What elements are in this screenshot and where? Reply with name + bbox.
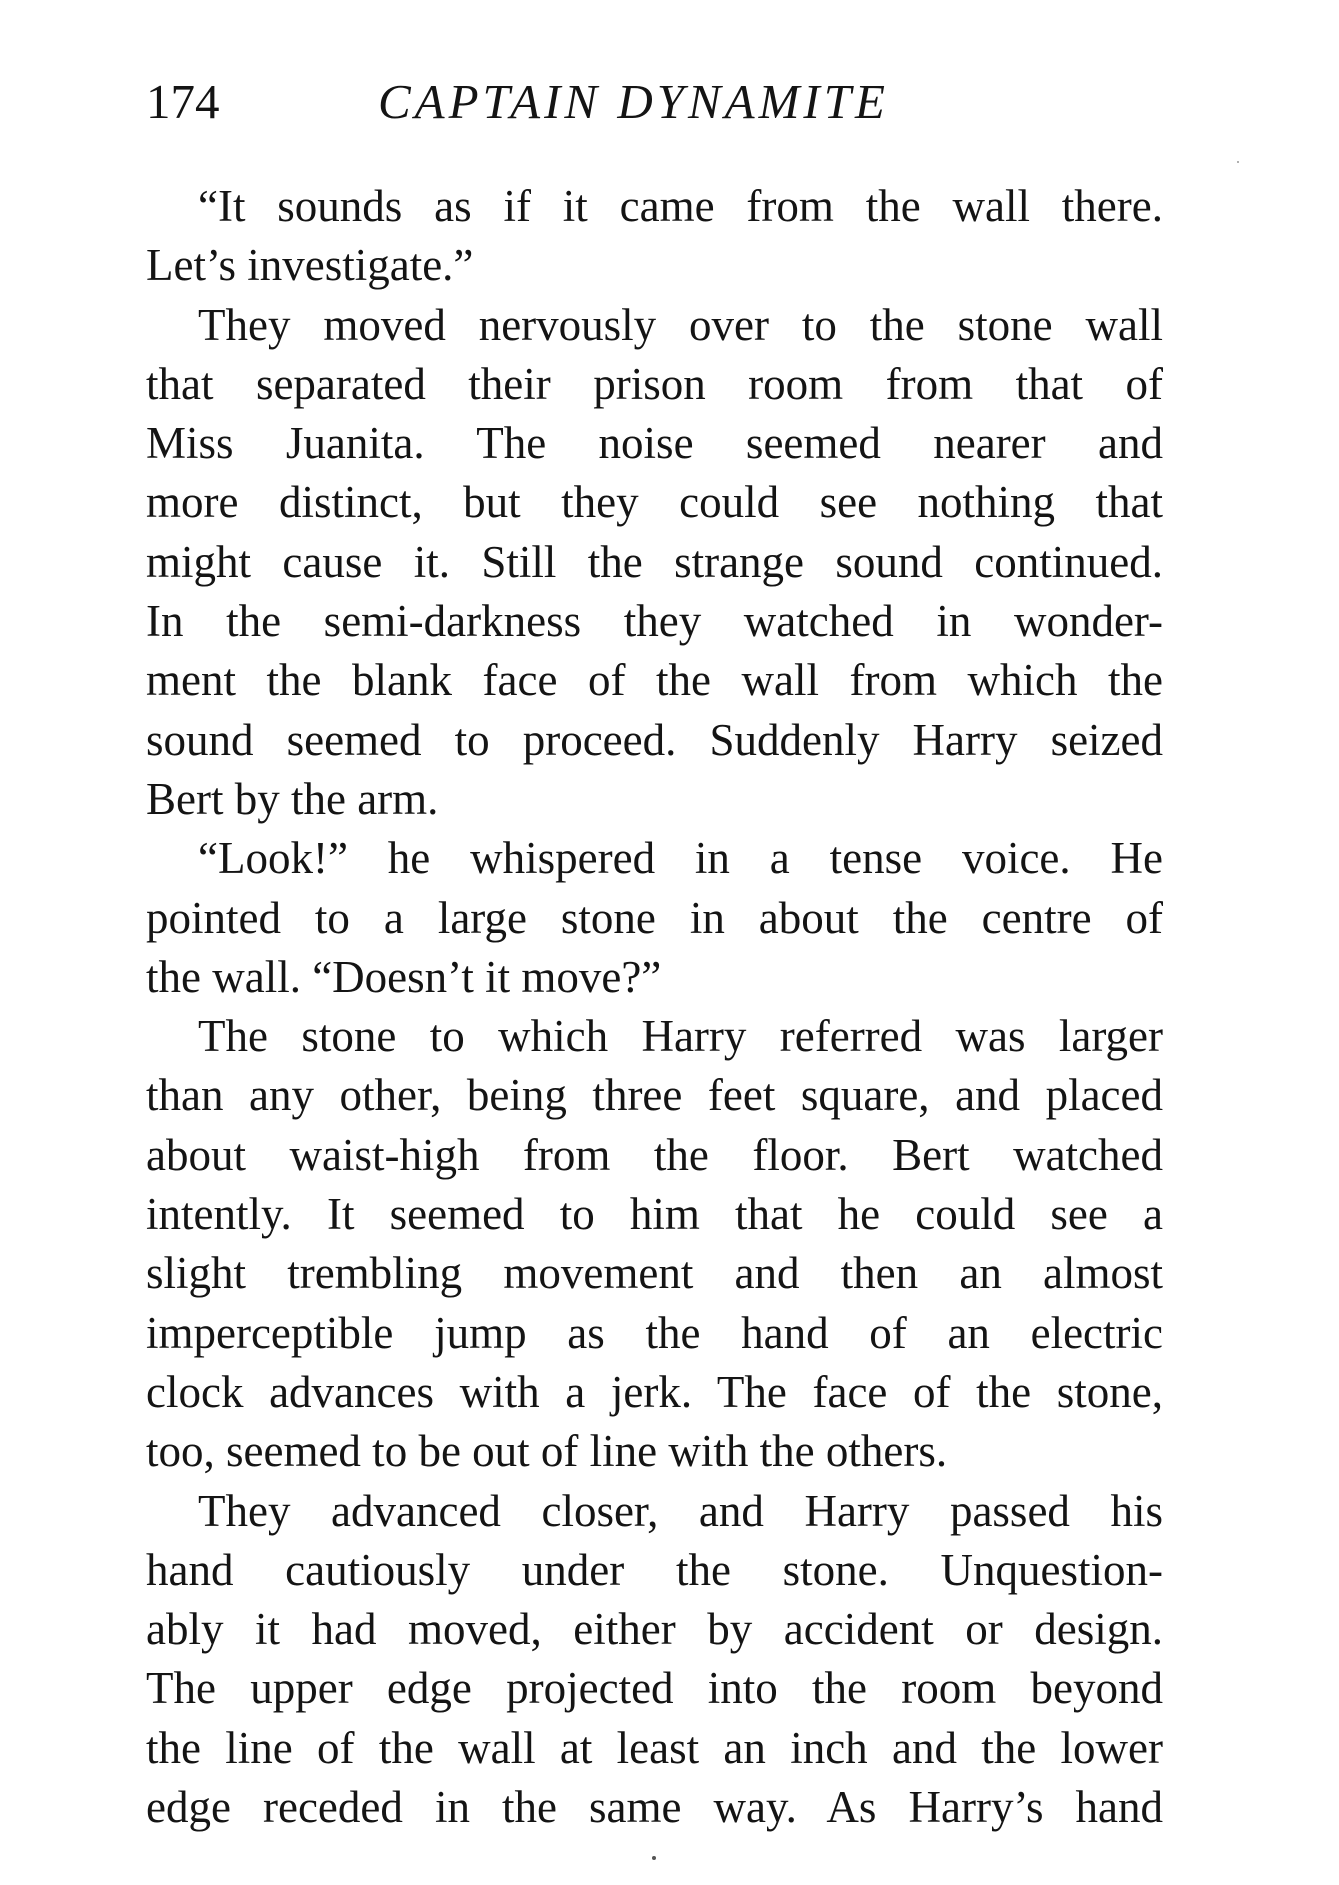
text-line: intently. It seemed to him that he could see a	[146, 1189, 1163, 1240]
text-line: “Look!” he whispered in a tense voice. He	[198, 833, 1163, 884]
ink-speck	[652, 1856, 656, 1860]
paragraph	[146, 1482, 1163, 1838]
paragraph	[146, 296, 1163, 830]
text-line: about waist-high from the floor. Bert watched	[146, 1129, 1163, 1180]
text-line: more distinct, but they could see nothing that	[146, 477, 1163, 528]
text-line: the wall. “Doesn’t it move?”	[146, 951, 662, 1002]
text-line: might cause it. Still the strange sound continued.	[146, 536, 1163, 587]
text-line: The stone to which Harry referred was larger	[198, 1011, 1163, 1062]
text-line: slight trembling movement and then an almost	[146, 1248, 1163, 1299]
paragraph	[146, 829, 1163, 1007]
text-line: Let’s investigate.”	[146, 240, 474, 291]
text-line: Bert by the arm.	[146, 773, 439, 824]
text-line: In the semi-darkness they watched in wonder-	[146, 596, 1163, 647]
text-line: sound seemed to proceed. Suddenly Harry seized	[146, 714, 1163, 765]
text-line: that separated their prison room from that of	[146, 358, 1163, 409]
text-line: than any other, being three feet square, and placed	[146, 1070, 1163, 1121]
text-line: the line of the wall at least an inch and the lower	[146, 1722, 1163, 1773]
running-title: CAPTAIN DYNAMITE	[378, 74, 889, 129]
text-line: “It sounds as if it came from the wall there.	[198, 181, 1163, 231]
body-text	[146, 177, 1163, 1837]
text-line: ably it had moved, either by accident or design.	[146, 1604, 1163, 1655]
text-line: Miss Juanita. The noise seemed nearer and	[146, 418, 1163, 469]
text-line: pointed to a large stone in about the centre of	[146, 892, 1163, 943]
ink-speck	[1237, 161, 1239, 163]
paragraph	[146, 177, 1163, 296]
text-line: clock advances with a jerk. The face of the stone,	[146, 1366, 1163, 1417]
text-line: ment the blank face of the wall from which the	[146, 655, 1163, 706]
paragraph	[146, 1007, 1163, 1481]
text-line: The upper edge projected into the room beyond	[146, 1663, 1163, 1714]
text-line: They moved nervously over to the stone wall	[198, 299, 1163, 350]
text-line: hand cautiously under the stone. Unquestion-	[146, 1544, 1163, 1595]
text-line: They advanced closer, and Harry passed his	[198, 1485, 1163, 1536]
running-head	[146, 70, 1166, 134]
text-line: edge receded in the same way. As Harry’s hand	[146, 1782, 1163, 1833]
text-line: too, seemed to be out of line with the others.	[146, 1426, 948, 1477]
page-number: 174	[146, 74, 220, 129]
text-line: imperceptible jump as the hand of an electric	[146, 1307, 1163, 1358]
